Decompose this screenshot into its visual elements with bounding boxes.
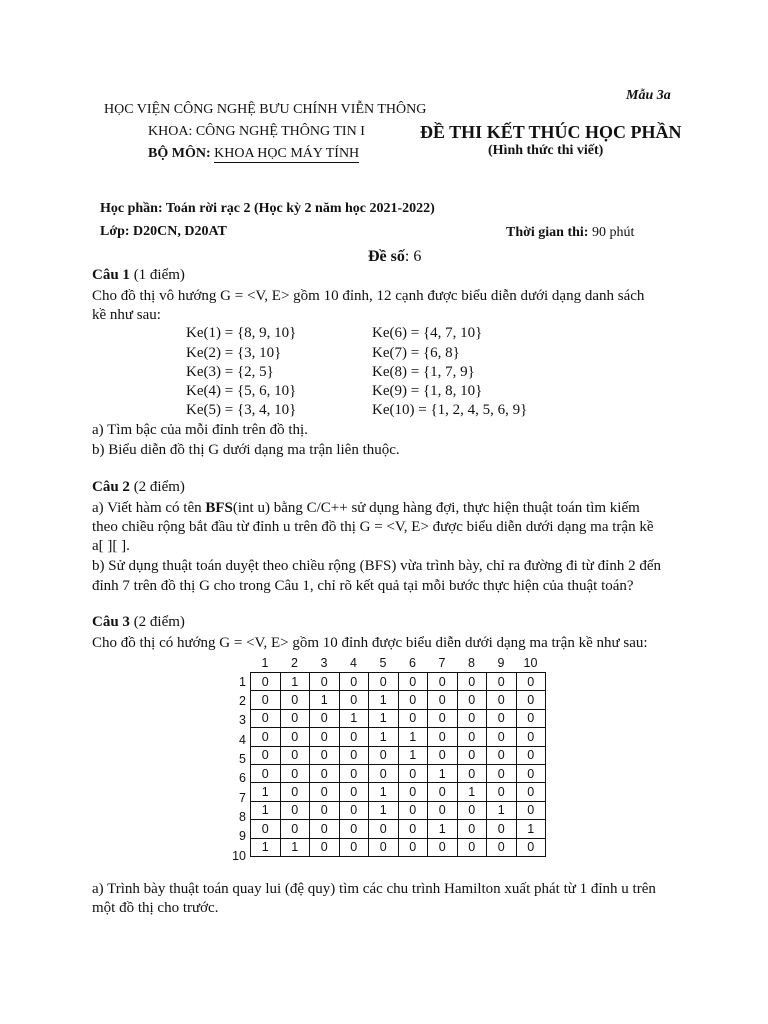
- matrix-cell: 0: [398, 801, 428, 819]
- matrix-cell: 0: [339, 820, 369, 838]
- q1-part-b: b) Biểu diễn đồ thị G dưới dạng ma trận liên thuộc.: [92, 442, 400, 458]
- adj-list-item: Ke(6) = {4, 7, 10}: [372, 325, 483, 341]
- matrix-cell: 0: [280, 801, 310, 819]
- matrix-cell: 1: [428, 820, 458, 838]
- exam-title: ĐỀ THI KẾT THÚC HỌC PHẦN: [420, 122, 682, 142]
- matrix-cell: 1: [369, 783, 399, 801]
- matrix-col-header: 2: [291, 656, 298, 670]
- adj-list-item: Ke(9) = {1, 8, 10}: [372, 383, 483, 399]
- adj-list-item: Ke(3) = {2, 5}: [186, 364, 274, 380]
- matrix-cell: 0: [398, 673, 428, 691]
- matrix-cell: 0: [251, 673, 281, 691]
- matrix-cell: 0: [339, 691, 369, 709]
- matrix-cell: 1: [280, 838, 310, 856]
- matrix-cell: 1: [251, 801, 281, 819]
- matrix-cell: 0: [310, 764, 340, 782]
- q3-a-line1: a) Trình bày thuật toán quay lui (đệ quy) tìm các chu trình Hamilton xuất phát từ 1 đỉnh u trên: [92, 881, 656, 897]
- matrix-cell: 0: [369, 838, 399, 856]
- exam-form: (Hình thức thi viết): [488, 143, 604, 158]
- matrix-cell: 0: [310, 820, 340, 838]
- matrix-cell: 0: [339, 746, 369, 764]
- matrix-cell: 0: [280, 820, 310, 838]
- matrix-col-header: 6: [409, 656, 416, 670]
- matrix-cell: 0: [251, 728, 281, 746]
- q3-line1: Cho đồ thị có hướng G = <V, E> gồm 10 đỉnh được biểu diễn dưới dạng ma trận kề như sau:: [92, 635, 648, 651]
- q1-title: Câu 1: [92, 267, 130, 283]
- matrix-cell: 0: [516, 801, 546, 819]
- matrix-cell: 0: [280, 746, 310, 764]
- matrix-cell: 0: [428, 709, 458, 727]
- matrix-cell: 0: [428, 673, 458, 691]
- matrix-cell: 0: [428, 783, 458, 801]
- matrix-col-header: 7: [438, 656, 446, 670]
- matrix-cell: 1: [339, 709, 369, 727]
- matrix-row-header: 3: [239, 713, 246, 727]
- matrix-cell: 1: [310, 691, 340, 709]
- matrix-row-header: 8: [239, 810, 246, 824]
- matrix-cell: 0: [251, 709, 281, 727]
- matrix-cell: 0: [457, 691, 487, 709]
- adj-list-item: Ke(2) = {3, 10}: [186, 345, 282, 361]
- matrix-cell: 0: [310, 709, 340, 727]
- matrix-cell: 0: [428, 691, 458, 709]
- matrix-cell: 0: [339, 673, 369, 691]
- matrix-cell: 0: [369, 764, 399, 782]
- matrix-row-header: 7: [239, 791, 246, 805]
- matrix-cell: 0: [251, 746, 281, 764]
- matrix-cell: 0: [428, 838, 458, 856]
- exam-time: [506, 225, 634, 241]
- matrix-row: [251, 673, 546, 691]
- adj-list-item: Ke(7) = {6, 8}: [372, 345, 460, 361]
- matrix-cell: 0: [428, 801, 458, 819]
- exam-time-label: Thời gian thi:: [506, 225, 589, 240]
- matrix-cell: 0: [398, 691, 428, 709]
- q1-part-a: a) Tìm bậc của mỗi đỉnh trên đồ thị.: [92, 422, 308, 438]
- matrix-cell: 0: [280, 728, 310, 746]
- matrix-row-header: 5: [239, 752, 246, 766]
- matrix-cell: 0: [280, 691, 310, 709]
- department-label: BỘ MÔN:: [148, 146, 211, 161]
- matrix-cell: 0: [310, 801, 340, 819]
- matrix-cell: 1: [280, 673, 310, 691]
- matrix-cell: 0: [251, 820, 281, 838]
- matrix-row: [251, 820, 546, 838]
- matrix-cell: 0: [398, 838, 428, 856]
- q2-b-line1: b) Sử dụng thuật toán duyệt theo chiều rộng (BFS) vừa trình bày, chỉ ra đường đi từ đỉnh 2 đến: [92, 558, 661, 574]
- matrix-cell: 1: [457, 783, 487, 801]
- matrix-cell: 0: [310, 746, 340, 764]
- faculty-name: KHOA: CÔNG NGHỆ THÔNG TIN I: [148, 124, 365, 139]
- matrix-cell: 0: [398, 709, 428, 727]
- q2-a-post: (int u) bằng C/C++ sử dụng hàng đợi, thực hiện thuật toán tìm kiếm: [232, 500, 640, 516]
- q2-a-line3: a[ ][ ].: [92, 538, 130, 554]
- matrix-cell: 1: [369, 709, 399, 727]
- matrix-row: [251, 764, 546, 782]
- matrix-cell: 0: [516, 728, 546, 746]
- matrix-cell: 0: [487, 728, 517, 746]
- matrix-cell: 0: [516, 838, 546, 856]
- matrix-row-header: 9: [239, 829, 246, 843]
- q2-title: Câu 2: [92, 479, 130, 495]
- matrix-row: [251, 728, 546, 746]
- matrix-row: [251, 801, 546, 819]
- matrix-cell: 0: [487, 764, 517, 782]
- matrix-row-header: 2: [239, 694, 246, 708]
- exam-number-label: Đề số: [368, 248, 405, 265]
- matrix-cell: 0: [516, 691, 546, 709]
- q1-line2: kề như sau:: [92, 307, 161, 323]
- adjacency-matrix: [250, 672, 546, 857]
- matrix-cell: 0: [369, 820, 399, 838]
- matrix-cell: 1: [369, 691, 399, 709]
- matrix-cell: 0: [457, 801, 487, 819]
- matrix-cell: 1: [251, 838, 281, 856]
- matrix-cell: 0: [457, 820, 487, 838]
- matrix-cell: 0: [398, 783, 428, 801]
- matrix-row: [251, 838, 546, 856]
- matrix-cell: 0: [398, 820, 428, 838]
- matrix-cell: 1: [369, 728, 399, 746]
- q1-heading: [92, 267, 185, 284]
- matrix-col-header: 4: [350, 656, 357, 670]
- matrix-cell: 0: [457, 709, 487, 727]
- matrix-col-header: 1: [261, 656, 269, 670]
- matrix-cell: 0: [457, 728, 487, 746]
- q3-a-line2: một đồ thị cho trước.: [92, 900, 219, 916]
- matrix-cell: 0: [487, 820, 517, 838]
- q2-a-line1: [92, 499, 640, 518]
- matrix-cell: 0: [487, 746, 517, 764]
- q2-a-line2: theo chiều rộng bắt đầu từ đỉnh u trên đồ thị G = <V, E> được biểu diễn dưới dạng ma trận kề: [92, 519, 654, 535]
- matrix-cell: 0: [487, 783, 517, 801]
- matrix-cell: 0: [516, 764, 546, 782]
- matrix-cell: 0: [398, 764, 428, 782]
- matrix-cell: 0: [369, 673, 399, 691]
- exam-time-value: 90 phút: [588, 225, 635, 240]
- matrix-cell: 0: [487, 709, 517, 727]
- matrix-col-header: 9: [497, 656, 505, 670]
- q2-b-line2: đỉnh 7 trên đồ thị G cho trong Câu 1, chỉ rõ kết quả tại mỗi bước thực hiện của thuật toán?: [92, 578, 634, 594]
- matrix-cell: 0: [516, 783, 546, 801]
- q2-points: (2 điểm): [129, 479, 185, 495]
- adj-list-item: Ke(1) = {8, 9, 10}: [186, 325, 297, 341]
- matrix-cell: 0: [251, 691, 281, 709]
- matrix-row: [251, 709, 546, 727]
- q3-title: Câu 3: [92, 614, 130, 630]
- matrix-row: [251, 691, 546, 709]
- matrix-cell: 0: [487, 691, 517, 709]
- matrix-cell: 0: [428, 746, 458, 764]
- institute-name: HỌC VIỆN CÔNG NGHỆ BƯU CHÍNH VIỄN THÔNG: [104, 102, 427, 117]
- matrix-cell: 0: [339, 783, 369, 801]
- matrix-cell: 0: [487, 838, 517, 856]
- exam-number-value: : 6: [404, 248, 422, 265]
- exam-number: [368, 248, 421, 266]
- matrix-cell: 0: [339, 764, 369, 782]
- matrix-cell: 0: [369, 746, 399, 764]
- matrix-cell: 1: [398, 728, 428, 746]
- matrix-cell: 0: [487, 673, 517, 691]
- matrix-cell: 1: [251, 783, 281, 801]
- matrix-row-header: 1: [239, 675, 246, 689]
- department: [148, 146, 359, 162]
- q3-heading: [92, 614, 185, 631]
- q2-heading: [92, 479, 185, 496]
- q1-points: (1 điểm): [129, 267, 185, 283]
- matrix-col-header: 8: [468, 656, 475, 670]
- matrix-cell: 1: [487, 801, 517, 819]
- adj-list-item: Ke(8) = {1, 7, 9}: [372, 364, 475, 380]
- matrix-row-header: 6: [239, 771, 246, 785]
- matrix-cell: 0: [310, 783, 340, 801]
- q2-a-pre: a) Viết hàm có tên: [92, 500, 206, 516]
- q2-a-bold: BFS: [205, 500, 233, 516]
- matrix-cell: 1: [369, 801, 399, 819]
- matrix-cell: 0: [280, 783, 310, 801]
- matrix-cell: 0: [516, 746, 546, 764]
- q1-line1: Cho đồ thị vô hướng G = <V, E> gồm 10 đỉnh, 12 cạnh được biểu diễn dưới dạng danh sách: [92, 288, 645, 304]
- adj-list-item: Ke(5) = {3, 4, 10}: [186, 402, 297, 418]
- matrix-row: [251, 783, 546, 801]
- department-value: KHOA HỌC MÁY TÍNH: [214, 146, 360, 161]
- adj-list-item: Ke(10) = {1, 2, 4, 5, 6, 9}: [372, 402, 528, 418]
- matrix-cell: 0: [339, 838, 369, 856]
- matrix-row-header: 4: [239, 733, 246, 747]
- q3-points: (2 điểm): [129, 614, 185, 630]
- matrix-col-header: 10: [523, 656, 538, 670]
- matrix-cell: 0: [280, 764, 310, 782]
- matrix-cell: 0: [310, 838, 340, 856]
- matrix-cell: 0: [457, 838, 487, 856]
- matrix-cell: 0: [457, 764, 487, 782]
- matrix-cell: 0: [280, 709, 310, 727]
- matrix-cell: 0: [339, 728, 369, 746]
- matrix-cell: 0: [251, 764, 281, 782]
- adj-list-item: Ke(4) = {5, 6, 10}: [186, 383, 297, 399]
- form-code: Mẫu 3a: [626, 88, 671, 103]
- class-info: Lớp: D20CN, D20AT: [100, 224, 227, 239]
- matrix-col-header: 3: [320, 656, 328, 670]
- matrix-cell: 0: [310, 728, 340, 746]
- matrix-cell: 0: [310, 673, 340, 691]
- matrix-cell: 1: [398, 746, 428, 764]
- matrix-cell: 0: [457, 673, 487, 691]
- matrix-cell: 0: [516, 673, 546, 691]
- matrix-row-header: 10: [232, 849, 246, 863]
- matrix-cell: 0: [516, 709, 546, 727]
- course-info: Học phần: Toán rời rạc 2 (Học kỳ 2 năm học 2021-2022): [100, 201, 435, 216]
- matrix-cell: 0: [457, 746, 487, 764]
- matrix-cell: 0: [339, 801, 369, 819]
- matrix-cell: 1: [428, 764, 458, 782]
- matrix-cell: 1: [516, 820, 546, 838]
- matrix-cell: 0: [428, 728, 458, 746]
- matrix-col-header: 5: [379, 656, 387, 670]
- matrix-row: [251, 746, 546, 764]
